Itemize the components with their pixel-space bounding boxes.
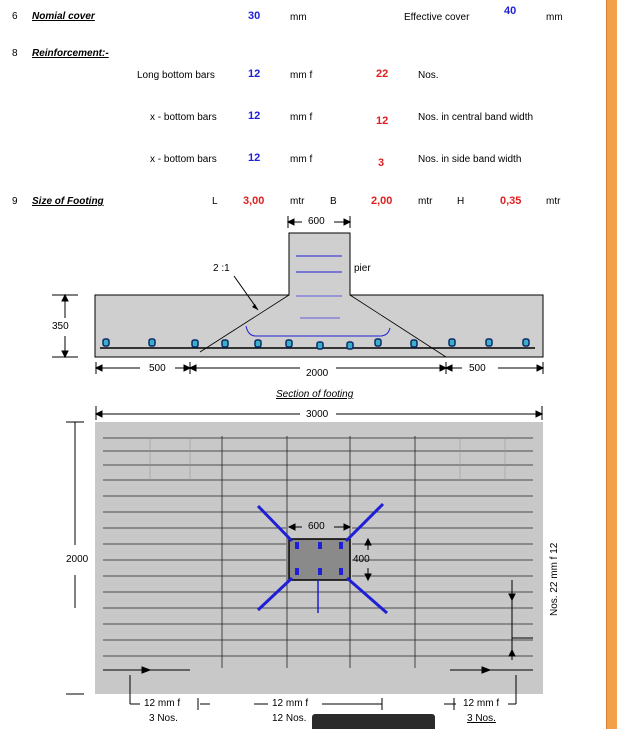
x-bars-central-label: x - bottom bars xyxy=(150,112,217,123)
length-unit: mtr xyxy=(290,196,305,207)
section-height-label: 350 xyxy=(52,321,69,332)
length-label: L xyxy=(212,196,218,207)
central-band-dia: 12 mm f xyxy=(272,698,309,709)
footing-section-shape xyxy=(95,233,543,357)
height-unit: mtr xyxy=(546,196,561,207)
x-bars-side-count-unit: Nos. in side band width xyxy=(418,154,522,165)
height-value: 0,35 xyxy=(500,195,522,207)
long-bars-dia[interactable]: 12 xyxy=(248,68,261,80)
x-bars-central-count: 12 xyxy=(376,115,389,127)
long-bars-count: 22 xyxy=(376,68,389,80)
x-bars-side-count: 3 xyxy=(378,157,385,169)
side-band-right-count: 3 Nos. xyxy=(467,713,496,724)
long-bars-count-unit: Nos. xyxy=(418,70,439,81)
pier-label: pier xyxy=(354,263,371,274)
x-bars-side-label: x - bottom bars xyxy=(150,154,217,165)
section-caption: Section of footing xyxy=(276,389,354,400)
nominal-cover-unit: mm xyxy=(290,12,307,23)
size-of-footing-label: Size of Footing xyxy=(32,196,104,207)
row-index: 6 xyxy=(12,11,18,22)
side-band-left-dia: 12 mm f xyxy=(144,698,181,709)
x-bars-side-dia[interactable]: 12 xyxy=(248,152,261,164)
nominal-cover-value[interactable]: 30 xyxy=(248,10,261,22)
plan-length-label: 3000 xyxy=(306,409,329,420)
long-bars-dia-unit: mm f xyxy=(290,70,313,81)
x-bars-central-count-unit: Nos. in central band width xyxy=(418,112,534,123)
effective-cover-unit: mm xyxy=(546,12,563,23)
plan-width-label: 2000 xyxy=(66,554,89,565)
side-band-right-dia: 12 mm f xyxy=(463,698,500,709)
effective-cover-value[interactable]: 40 xyxy=(504,5,517,17)
pier-width-label: 600 xyxy=(308,216,325,227)
row-index: 8 xyxy=(12,48,18,59)
long-bars-label: Long bottom bars xyxy=(137,70,215,81)
x-bars-side-dia-unit: mm f xyxy=(290,154,313,165)
right-extension-label: 500 xyxy=(469,363,486,374)
height-label: H xyxy=(457,196,465,207)
length-value: 3,00 xyxy=(243,195,265,207)
breadth-value: 2,00 xyxy=(371,195,393,207)
row-index: 9 xyxy=(12,196,18,207)
x-bars-central-dia-unit: mm f xyxy=(290,112,313,123)
pier-plan-width-label: 600 xyxy=(308,521,325,532)
central-band-count: 12 Nos. xyxy=(272,713,307,724)
floating-toolbar[interactable] xyxy=(312,714,435,729)
breadth-label: B xyxy=(330,196,337,207)
side-band-left-count: 3 Nos. xyxy=(149,713,178,724)
effective-cover-label: Effective cover xyxy=(404,12,470,23)
reinforcement-label: Reinforcement:- xyxy=(32,48,109,59)
x-bars-central-dia[interactable]: 12 xyxy=(248,110,261,122)
window-edge xyxy=(606,0,617,729)
pier-plan-depth-label: 400 xyxy=(353,554,370,565)
nominal-cover-label: Nomial cover xyxy=(32,11,95,22)
slope-label: 2 :1 xyxy=(213,263,230,274)
long-bars-side-label: Nos. 22 mm f 12 xyxy=(549,542,560,616)
left-extension-label: 500 xyxy=(149,363,166,374)
middle-length-label: 2000 xyxy=(306,368,329,379)
breadth-unit: mtr xyxy=(418,196,433,207)
